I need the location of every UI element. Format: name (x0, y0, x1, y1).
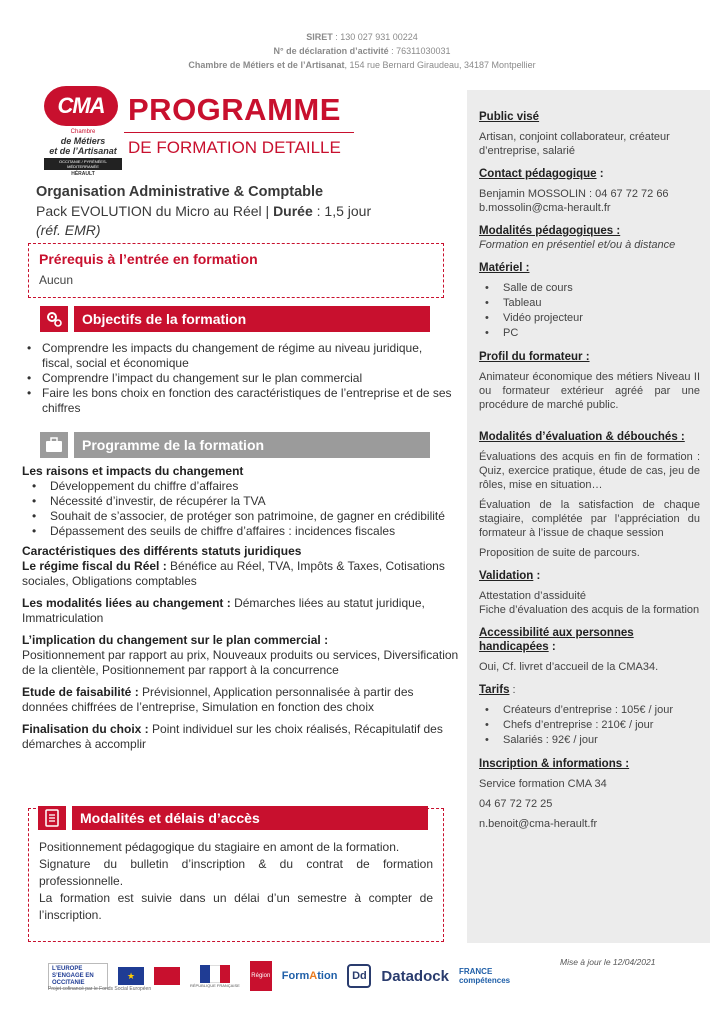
cr-region-logo: Région (250, 961, 272, 991)
materiel-heading: Matériel : (479, 262, 530, 274)
validation-heading: Validation (479, 570, 534, 582)
list-item: • Faire les bons choix en fonction des caractéristiques de l’entreprise et de ses chiffres (22, 386, 452, 416)
list-item: • Développement du chiffre d’affaires (30, 479, 462, 494)
document-header (0, 30, 724, 72)
validation-value-2: Fiche d’évaluation des acquis de la formation (479, 604, 700, 616)
cma-logo-mark: CMA (44, 86, 118, 126)
list-item: • PC (479, 326, 700, 341)
datadock-icon: Dd (347, 964, 371, 988)
evaluation-value-3: Proposition de suite de parcours. (479, 547, 640, 559)
inscription-heading: Inscription & informations : (479, 758, 630, 770)
prerequisites-box (28, 243, 444, 298)
programme-heading: Programme de la formation (74, 432, 430, 458)
list-item: • Souhait de s’associer, de protéger son patrimoine, de gagner en crédibilité (30, 509, 462, 524)
validation-value-1: Attestation d’assiduité (479, 590, 587, 602)
objectives-heading: Objectifs de la formation (74, 306, 430, 332)
course-ref: (réf. EMR) (36, 222, 101, 238)
public-value: Artisan, conjoint collaborateur, créateur d’entreprise, salarié (479, 131, 670, 157)
materiel-list (479, 281, 700, 341)
pedagogic-heading: Modalités pédagogiques : (479, 225, 621, 237)
formaction-logo: FormAtion (281, 970, 338, 982)
public-heading: Public visé (479, 111, 540, 123)
evaluation-value-1: Évaluations des acquis en fin de formation : Quiz, exercice pratique, étude de cas, jeu de rôles, mise en situation… (479, 451, 700, 491)
objectives-header (40, 306, 430, 332)
programme-s5-title: L’implication du changement sur le plan commercial : (22, 633, 329, 647)
page-title: PROGRAMME (128, 92, 341, 127)
contact-email[interactable]: b.mossolin@cma-herault.fr (479, 202, 611, 214)
list-item: • Salariés : 92€ / jour (479, 733, 700, 748)
profil-section (479, 350, 700, 412)
inscription-email[interactable]: n.benoit@cma-herault.fr (479, 818, 598, 830)
gears-icon (40, 306, 68, 332)
prerequisites-value: Aucun (39, 273, 74, 287)
profil-value: Animateur économique des métiers Niveau II ou formateur extérieur agréé par une procédure de marché public. (479, 371, 700, 411)
cma-logo-department: HÉRAULT (71, 171, 95, 177)
list-item: • Comprendre l’impact du changement sur le plan commercial (22, 371, 452, 386)
evaluation-value-2: Évaluation de la satisfaction de chaque stagiaire, complétée par l’appréciation du formateur à l’issue de chaque session (479, 499, 700, 539)
access-header (38, 806, 428, 830)
checklist-icon (38, 806, 66, 830)
region-occitanie-logo (154, 967, 180, 985)
programme-s4: Les modalités liées au changement : Démarches liées au statut juridique, Immatriculation (22, 596, 425, 625)
list-item: • Chefs d’entreprise : 210€ / jour (479, 718, 700, 733)
inscription-section (479, 757, 700, 831)
cma-logo-band: OCCITANIE / PYRÉNÉES-MÉDITERRANÉE (44, 158, 122, 170)
access-text: Positionnement pédagogique du stagiaire en amont de la formation. Signature du bulletin d’inscription & du contrat de formation professionnelle. La formation est suivie dans un délai d’un semestre à compter de l’inscription. (39, 840, 433, 922)
course-name: Organisation Administrative & Comptable (36, 184, 324, 200)
eu-flag-icon: ★ (118, 967, 144, 985)
pedagogic-value: Formation en présentiel et/ou à distance (479, 239, 676, 251)
objectives-list (22, 341, 452, 416)
tarifs-list (479, 703, 700, 748)
evaluation-heading: Modalités d’évaluation & débouchés : (479, 431, 685, 443)
france-competences-logo: FRANCE compétences (458, 967, 511, 985)
programme-content (22, 464, 462, 752)
programme-s2-title: Caractéristiques des différents statuts juridiques (22, 544, 302, 558)
course-info (36, 183, 436, 240)
inscription-service: Service formation CMA 34 (479, 778, 607, 790)
programme-s1-title: Les raisons et impacts du changement (22, 464, 244, 478)
tarifs-heading: Tarifs (479, 684, 510, 696)
list-item: • Dépassement des seuils de chiffre d’affaires : incidences fiscales (30, 524, 462, 539)
course-pack: Pack EVOLUTION du Micro au Réel | Durée : 1,5 jour (36, 203, 372, 219)
list-item: • Vidéo projecteur (479, 311, 700, 326)
cma-logo (44, 86, 122, 176)
contact-section: Contact pédagogique : Benjamin MOSSOLIN : 04 67 72 72 66 b.mossolin@cma-herault.fr (479, 167, 700, 215)
programme-header (40, 432, 430, 458)
list-item: • Nécessité d’investir, de récupérer la TVA (30, 494, 462, 509)
siret-line: SIRET : 130 027 931 00224 (306, 32, 418, 42)
programme-s5-text: Positionnement par rapport au prix, Nouveaux produits ou services, Diversification de la clientèle, Positionnement par rapport à la concurrence (22, 648, 459, 677)
pedagogic-section (479, 224, 700, 252)
programme-s3: Le régime fiscal du Réel : Bénéfice au Réel, TVA, Impôts & Taxes, Cotisations sociales, Obligations comptables (22, 559, 445, 588)
page-subtitle: DE FORMATION DETAILLE (128, 138, 341, 157)
prerequisites-heading: Prérequis à l’entrée en formation (39, 251, 258, 267)
access-heading: Modalités et délais d’accès (72, 806, 428, 830)
cma-logo-text: Chambre de Métiers et de l’Artisanat (49, 129, 117, 156)
briefcase-icon (40, 432, 68, 458)
profil-heading: Profil du formateur : (479, 351, 590, 363)
french-flag-icon (200, 965, 230, 983)
list-item: • Créateurs d’entreprise : 105€ / jour (479, 703, 700, 718)
sidebar (467, 90, 710, 943)
datadock-logo: Datadock (381, 967, 449, 985)
republique-francaise-logo: RÉPUBLIQUE FRANÇAISE (190, 963, 240, 989)
europe-logo: L’EUROPE S’ENGAGE EN OCCITANIE (48, 963, 108, 989)
declaration-line: N° de déclaration d’activité : 76311030031 (273, 46, 451, 56)
accessibility-heading: Accessibilité aux personnes handicapées (479, 627, 634, 653)
validation-section: Validation : Attestation d’assiduité Fiche d’évaluation des acquis de la formation (479, 570, 700, 616)
title-divider (124, 132, 354, 133)
list-item: • Tableau (479, 296, 700, 311)
financing-note: Projet cofinancé par le Fonds Social Européen (48, 986, 152, 992)
accessibility-value: Oui, Cf. livret d’accueil de la CMA34. (479, 661, 659, 673)
tarifs-section: Tarifs : • Créateurs d’entreprise : 105€ / jour • Chefs d’entreprise : 210€ / jour • Salariés : 92€ / jour (479, 683, 700, 748)
accessibility-section: Accessibilité aux personnes handicapées : Oui, Cf. livret d’accueil de la CMA34. (479, 626, 700, 674)
list-item: • Comprendre les impacts du changement de régime au niveau juridique, fiscal, social et économique (22, 341, 452, 371)
contact-phone: Benjamin MOSSOLIN : 04 67 72 72 66 (479, 188, 669, 200)
list-item: • Salle de cours (479, 281, 700, 296)
contact-heading: Contact pédagogique (479, 168, 597, 180)
public-section (479, 110, 700, 158)
programme-s1-list (30, 479, 462, 539)
materiel-section (479, 261, 700, 341)
evaluation-section (479, 430, 700, 560)
inscription-phone: 04 67 72 72 25 (479, 798, 553, 810)
address-line: Chambre de Métiers et de l’Artisanat, 154 rue Bernard Giraudeau, 34187 Montpellier (188, 60, 536, 70)
update-date: Mise à jour le 12/04/2021 (560, 957, 656, 967)
programme-s7: Finalisation du choix : Point individuel sur les choix réalisés, Récapitulatif des démarches à accomplir (22, 722, 443, 751)
programme-s6: Etude de faisabilité : Prévisionnel, Application personnalisée à partir des données chiffrées de l’entreprise, Simulation en fonction des choix (22, 685, 414, 714)
